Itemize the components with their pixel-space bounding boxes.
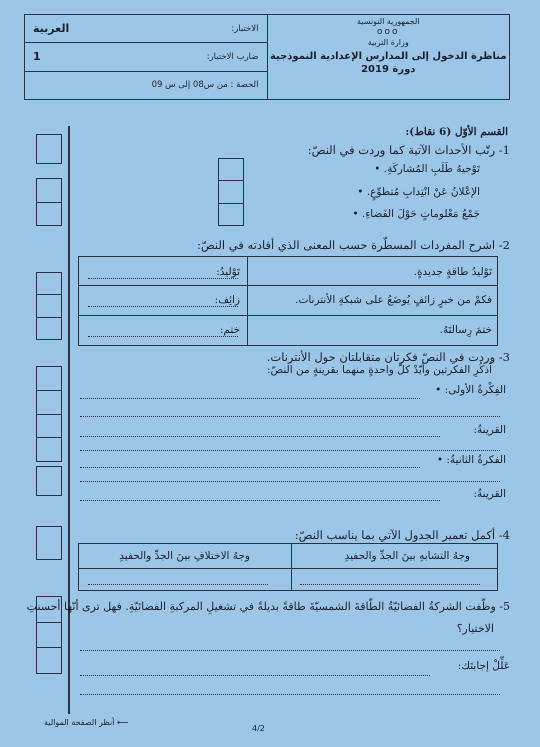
q1-item-2: الإعْلانُ عَنْ انْتِدابِ مُتطوِّعٍ. •: [357, 186, 480, 198]
subject-value: العربية: [33, 22, 70, 36]
score-box-section[interactable]: [36, 134, 62, 164]
q3-subprompt: اُذكُرِ الفكرتين وأيّدْ كلّ واحدةٍ منهما بقرينةٍ من النصّ:: [266, 364, 492, 376]
margin-line: [68, 126, 70, 714]
coef-value: 1: [33, 50, 41, 64]
q3-idea-1-answer-2[interactable]: [80, 416, 500, 417]
q1-item-3: جَمْعُ مَعْلوماتٍ حَوْلَ الفَضاءِ. •: [352, 208, 480, 220]
next-page-label: أنظر الصفحة الموالية: [44, 718, 115, 727]
q3-idea-1-answer[interactable]: [80, 398, 420, 399]
time-row: [25, 72, 267, 99]
subject-label: الاختبار:: [231, 23, 259, 34]
q2-answer-1[interactable]: [88, 278, 238, 279]
ministry-label: وزارة التربية: [367, 38, 409, 47]
q2-answer-3[interactable]: [88, 336, 238, 337]
score-box-q2[interactable]: [36, 272, 62, 340]
q2-sentence-1: تَوْليدُ طاقةٍ جديدةٍ.: [413, 266, 492, 278]
coef-row: [25, 43, 267, 71]
q5-answer[interactable]: [80, 650, 500, 651]
exam-name: مناظرة الدخول إلى المدارس الإعدادية النموذجية: [269, 51, 507, 62]
q2-word-3: ختم:: [219, 324, 240, 336]
q3-idea-2-answer-2[interactable]: [80, 481, 500, 482]
q5-prompt-continued: الاختيار؟: [456, 622, 494, 635]
q5-explain-label: عَلِّلْ إجابتَك:: [457, 660, 510, 672]
q2-word-1: تَوْليدُ:: [216, 266, 240, 278]
q5-prompt: 5- وظّفت الشركةُ الفضائيّةُ الطّاقةَ الشمسيّةَ طاقةً بديلةً في تشغيلِ المركبةِ الفضائيّةِ. فهل ترى أنّها أحسنتِ: [26, 600, 510, 613]
q3-idea-2-label: الفكرةُ الثانيةُ: •: [437, 454, 506, 466]
q5-explain-answer-2[interactable]: [80, 694, 500, 695]
score-box-q3-total[interactable]: [36, 466, 62, 496]
q4-answer-similarity[interactable]: [300, 584, 480, 585]
q2-sentence-3: ختمَ رِسالتَهُ.: [439, 324, 492, 336]
score-box-q1-left[interactable]: [36, 178, 62, 226]
q3-evidence-1-label: القرينةُ:: [473, 424, 506, 436]
arrow-icon: ⟵: [116, 718, 129, 727]
score-box-q4[interactable]: [36, 526, 62, 560]
q1-item-1: تَوْجيهُ طَلَبِ المُشاركَةِ. •: [374, 163, 480, 175]
q1-prompt: 1- رتّب الأحداث الآتية كما وردت في النصّ:: [307, 143, 510, 157]
section-title: القسم الأوّل: [454, 126, 508, 138]
exam-header: [24, 14, 510, 100]
q2-sentence-2: فكمْ من خبرٍ زائفٍ يُوضَعُ على شبكةِ الأنترنات.: [295, 294, 492, 306]
q3-idea-1-label: الفِكْرةُ الأولى: •: [435, 384, 506, 396]
q4-col-similarity: وجهُ التشابهِ بينَ الجدِّ والحفيدِ: [344, 550, 470, 562]
section-points: (6 نقاط):: [405, 126, 452, 138]
q3-evidence-1-answer-2[interactable]: [80, 450, 500, 451]
time-label: الحصة : من س08 إلى س 09: [151, 80, 259, 91]
q3-idea-2-answer[interactable]: [80, 467, 420, 468]
q4-prompt: 4- أكمل تعمير الجدول الآتي بما يناسب النصّ:: [294, 528, 510, 542]
q2-prompt: 2- اشرح المفردات المسطّرة حسب المعنى الذي أفادته في النصّ:: [196, 238, 510, 252]
score-box-q1-inline[interactable]: [218, 158, 244, 226]
q3-evidence-2-answer[interactable]: [80, 500, 440, 501]
q5-explain-answer[interactable]: [80, 675, 430, 676]
q3-evidence-2-label: القرينةُ:: [473, 488, 506, 500]
subject-row: [25, 15, 267, 43]
header-exam-info: [25, 15, 267, 99]
header-institution: [267, 15, 510, 99]
q4-answer-difference[interactable]: [88, 584, 268, 585]
section-title-row: [405, 126, 508, 138]
page-number: 4/2: [252, 724, 265, 733]
republic-label: الجمهورية التونسية: [357, 17, 420, 26]
next-page-note: [44, 718, 128, 727]
q3-prompt: 3- وردت في النصّ فكرتان متقابلتان حول الأنترنات.: [266, 350, 510, 364]
emblem-icon: ooo: [376, 27, 400, 37]
score-box-q3[interactable]: [36, 366, 62, 462]
q3-evidence-1-answer[interactable]: [80, 436, 440, 437]
q4-col-difference: وجهُ الاختلافِ بينَ الجدِّ والحفيدِ: [119, 550, 250, 562]
q2-word-2: زائِف:: [214, 294, 240, 306]
coef-label: ضارب الاختبار:: [206, 51, 259, 62]
exam-session: دورة 2019: [361, 64, 416, 75]
q2-answer-2[interactable]: [88, 306, 238, 307]
